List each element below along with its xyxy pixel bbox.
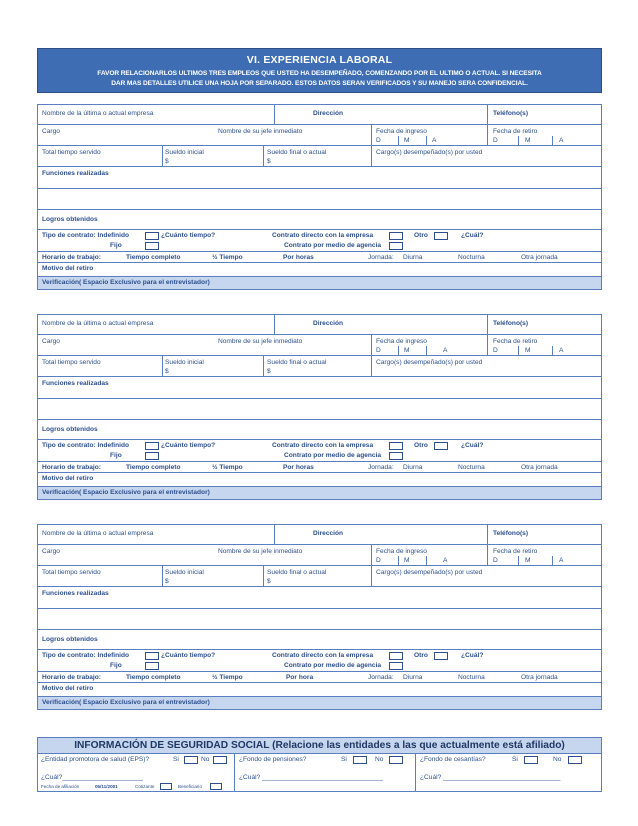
eps-no-label: No — [201, 756, 210, 763]
job-block-3 — [37, 524, 602, 710]
functions-label: Funciones realizadas — [42, 380, 109, 387]
company-row — [38, 105, 601, 125]
salary-row — [38, 146, 601, 167]
agency-contract-checkbox[interactable] — [389, 452, 403, 460]
contract-row — [38, 230, 601, 252]
indefinite-checkbox[interactable] — [145, 232, 159, 240]
start-year: A — [443, 557, 448, 564]
start-date-label: Fecha de ingreso — [376, 338, 427, 345]
leave-reason-label: Motivo del retiro — [42, 685, 94, 692]
which-label: ¿Cuál? — [461, 442, 484, 449]
contract-type-label: Tipo de contrato: Indefinido — [42, 442, 130, 449]
final-salary-currency: $ — [267, 578, 271, 585]
initial-salary-label: Sueldo inicial — [165, 359, 204, 366]
which-label: ¿Cuál? — [461, 232, 484, 239]
how-long-label: ¿Cuánto tiempo? — [161, 442, 216, 449]
position-label: Cargo — [42, 128, 60, 135]
schedule-row — [38, 672, 601, 683]
start-year: A — [432, 137, 437, 144]
leave-reason-row[interactable] — [38, 263, 601, 277]
severance-yes-checkbox[interactable] — [524, 756, 538, 764]
which-label: ¿Cuál? — [461, 652, 484, 659]
agency-contract-label: Contrato por medio de agencia — [284, 242, 382, 249]
schedule-label: Horario de trabajo: — [42, 674, 101, 681]
verification-label: Verificación( Espacio Exclusivo para el entrevistador) — [42, 699, 210, 706]
agency-contract-checkbox[interactable] — [389, 662, 403, 670]
contract-row — [38, 650, 601, 672]
start-day: D — [376, 557, 381, 564]
end-month: M — [525, 347, 531, 354]
other-shift-label: Otra jornada — [521, 254, 558, 261]
end-year: A — [559, 347, 564, 354]
start-day: D — [376, 137, 381, 144]
day-shift-label: Diurna — [403, 464, 423, 471]
functions-row[interactable] — [38, 377, 601, 420]
final-salary-currency: $ — [267, 368, 271, 375]
functions-row[interactable] — [38, 587, 601, 630]
half-time-label: ½ Tiempo — [212, 674, 243, 681]
contributor-checkbox[interactable] — [160, 783, 172, 790]
direct-contract-checkbox[interactable] — [389, 652, 403, 660]
start-year: A — [443, 347, 448, 354]
company-label: Nombre de la última o actual empresa — [42, 530, 154, 537]
pension-no-checkbox[interactable] — [389, 756, 403, 764]
leave-reason-row[interactable] — [38, 683, 601, 697]
initial-salary-currency: $ — [165, 578, 169, 585]
company-label: Nombre de la última o actual empresa — [42, 110, 154, 117]
position-row — [38, 125, 601, 146]
other-shift-label: Otra jornada — [521, 464, 558, 471]
verification-row — [38, 697, 601, 709]
address-label: Dirección — [313, 530, 344, 537]
direct-contract-label: Contrato directo con la empresa — [272, 652, 374, 659]
other-label: Otro — [414, 652, 428, 659]
fixed-label: Fijo — [110, 662, 122, 669]
end-date-label: Fecha de retiro — [493, 338, 538, 345]
by-hours-label: Por horas — [283, 464, 314, 471]
direct-contract-checkbox[interactable] — [389, 442, 403, 450]
half-time-label: ½ Tiempo — [212, 254, 243, 261]
achievements-row[interactable] — [38, 210, 601, 230]
salary-row — [38, 566, 601, 587]
functions-label: Funciones realizadas — [42, 590, 109, 597]
initial-salary-label: Sueldo inicial — [165, 149, 204, 156]
position-label: Cargo — [42, 338, 60, 345]
fixed-checkbox[interactable] — [145, 242, 159, 250]
verification-label: Verificación( Espacio Exclusivo para el entrevistador) — [42, 489, 210, 496]
indefinite-checkbox[interactable] — [145, 652, 159, 660]
instructions-line-2: DAR MAS DETALLES UTILICE UNA HOJA POR SEPARADO. ESTOS DATOS SERAN VERIFICADOS Y SU MANEJO SERA CONFIDENCIAL. — [111, 80, 528, 87]
positions-held-label: Cargo(s) desempeñado(s) por usted — [376, 569, 483, 576]
pension-which-field[interactable]: ¿Cuál? _________________________________ — [239, 774, 384, 781]
social-security-body — [38, 754, 601, 792]
start-date-label: Fecha de ingreso — [376, 128, 427, 135]
agency-contract-checkbox[interactable] — [389, 242, 403, 250]
other-checkbox[interactable] — [434, 232, 448, 240]
achievements-label: Logros obtenidos — [42, 426, 98, 433]
position-label: Cargo — [42, 548, 60, 555]
other-label: Otro — [414, 232, 428, 239]
end-day: D — [493, 347, 498, 354]
time-served-label: Total tiempo servido — [42, 149, 101, 156]
leave-reason-row[interactable] — [38, 473, 601, 487]
day-shift-label: Diurna — [403, 674, 423, 681]
pension-no-label: No — [375, 756, 384, 763]
social-security-title: INFORMACIÓN DE SEGURIDAD SOCIAL (Relacione las entidades a las que actualmente está afiliado) — [38, 738, 601, 754]
half-time-label: ½ Tiempo — [212, 464, 243, 471]
boss-label: Nombre de su jefe inmediato — [218, 128, 303, 135]
achievements-label: Logros obtenidos — [42, 636, 98, 643]
social-security-section — [37, 737, 602, 792]
full-time-label: Tiempo completo — [126, 464, 181, 471]
agency-contract-label: Contrato por medio de agencia — [284, 662, 382, 669]
contributor-label: Cotizante — [135, 784, 155, 789]
other-checkbox[interactable] — [434, 442, 448, 450]
schedule-row — [38, 462, 601, 473]
end-date-label: Fecha de retiro — [493, 548, 538, 555]
phone-label: Teléfono(s) — [493, 530, 529, 537]
end-year: A — [559, 557, 564, 564]
initial-salary-currency: $ — [165, 368, 169, 375]
final-salary-label: Sueldo final o actual — [267, 569, 327, 576]
start-month: M — [404, 347, 410, 354]
company-row — [38, 525, 601, 545]
by-hours-label: Por hora — [286, 674, 314, 681]
end-day: D — [493, 137, 498, 144]
initial-salary-label: Sueldo inicial — [165, 569, 204, 576]
fixed-checkbox[interactable] — [145, 662, 159, 670]
positions-held-label: Cargo(s) desempeñado(s) por usted — [376, 359, 483, 366]
how-long-label: ¿Cuánto tiempo? — [161, 232, 216, 239]
shift-label: Jornada: — [368, 674, 394, 681]
eps-which-field[interactable]: ¿Cuál?______________________ — [41, 774, 143, 781]
start-month: M — [404, 137, 410, 144]
severance-label: ¿Fondo de cesantías? — [420, 756, 486, 763]
boss-label: Nombre de su jefe inmediato — [218, 338, 303, 345]
eps-yes-checkbox[interactable] — [184, 756, 198, 764]
pension-yes-checkbox[interactable] — [353, 756, 367, 764]
indefinite-checkbox[interactable] — [145, 442, 159, 450]
functions-label: Funciones realizadas — [42, 170, 109, 177]
end-year: A — [559, 137, 564, 144]
fixed-checkbox[interactable] — [145, 452, 159, 460]
end-month: M — [525, 557, 531, 564]
night-shift-label: Nocturna — [458, 254, 485, 261]
schedule-label: Horario de trabajo: — [42, 464, 101, 471]
leave-reason-label: Motivo del retiro — [42, 265, 94, 272]
other-label: Otro — [414, 442, 428, 449]
beneficiary-label: Beneficiario — [178, 784, 203, 789]
company-row — [38, 315, 601, 335]
end-day: D — [493, 557, 498, 564]
shift-label: Jornada: — [368, 464, 394, 471]
start-month: M — [404, 557, 410, 564]
contract-type-label: Tipo de contrato: Indefinido — [42, 652, 130, 659]
agency-contract-label: Contrato por medio de agencia — [284, 452, 382, 459]
end-date-label: Fecha de retiro — [493, 128, 538, 135]
initial-salary-currency: $ — [165, 158, 169, 165]
leave-reason-label: Motivo del retiro — [42, 475, 94, 482]
contract-type-label: Tipo de contrato: Indefinido — [42, 232, 130, 239]
night-shift-label: Nocturna — [458, 464, 485, 471]
severance-yes-label: Si — [512, 756, 518, 763]
verification-row — [38, 487, 601, 499]
verification-row — [38, 277, 601, 289]
by-hours-label: Por horas — [283, 254, 314, 261]
affiliation-date-value: 05/11/2001 — [95, 784, 118, 789]
achievements-row[interactable] — [38, 420, 601, 440]
direct-contract-label: Contrato directo con la empresa — [272, 232, 374, 239]
schedule-label: Horario de trabajo: — [42, 254, 101, 261]
salary-row — [38, 356, 601, 377]
full-time-label: Tiempo completo — [126, 674, 181, 681]
fixed-label: Fijo — [110, 242, 122, 249]
final-salary-label: Sueldo final o actual — [267, 149, 327, 156]
severance-no-label: No — [553, 756, 562, 763]
achievements-row[interactable] — [38, 630, 601, 650]
end-month: M — [525, 137, 531, 144]
section-header — [37, 48, 602, 93]
schedule-row — [38, 252, 601, 263]
phone-label: Teléfono(s) — [493, 320, 529, 327]
other-checkbox[interactable] — [434, 652, 448, 660]
eps-no-checkbox[interactable] — [213, 756, 227, 764]
full-time-label: Tiempo completo — [126, 254, 181, 261]
positions-held-label: Cargo(s) desempeñado(s) por usted — [376, 149, 483, 156]
start-day: D — [376, 347, 381, 354]
company-label: Nombre de la última o actual empresa — [42, 320, 154, 327]
eps-label: ¿Entidad promotora de salud (EPS)? — [41, 756, 150, 763]
pension-yes-label: Si — [341, 756, 347, 763]
beneficiary-checkbox[interactable] — [210, 783, 222, 790]
severance-which-field[interactable]: ¿Cuál? ________________________________ — [420, 774, 561, 781]
phone-label: Teléfono(s) — [493, 110, 529, 117]
pension-label: ¿Fondo de pensiones? — [239, 756, 307, 763]
functions-row[interactable] — [38, 167, 601, 210]
job-block-2 — [37, 314, 602, 500]
other-shift-label: Otra jornada — [521, 674, 558, 681]
night-shift-label: Nocturna — [458, 674, 485, 681]
eps-yes-label: Si — [173, 756, 179, 763]
address-label: Dirección — [313, 110, 344, 117]
boss-label: Nombre de su jefe inmediato — [218, 548, 303, 555]
final-salary-currency: $ — [267, 158, 271, 165]
day-shift-label: Diurna — [403, 254, 423, 261]
shift-label: Jornada: — [368, 254, 394, 261]
direct-contract-label: Contrato directo con la empresa — [272, 442, 374, 449]
start-date-label: Fecha de ingreso — [376, 548, 427, 555]
section-instructions — [38, 69, 601, 89]
job-block-1 — [37, 104, 602, 290]
direct-contract-checkbox[interactable] — [389, 232, 403, 240]
position-row — [38, 335, 601, 356]
verification-label: Verificación( Espacio Exclusivo para el entrevistador) — [42, 279, 210, 286]
time-served-label: Total tiempo servido — [42, 569, 101, 576]
final-salary-label: Sueldo final o actual — [267, 359, 327, 366]
fixed-label: Fijo — [110, 452, 122, 459]
contract-row — [38, 440, 601, 462]
how-long-label: ¿Cuánto tiempo? — [161, 652, 216, 659]
position-row — [38, 545, 601, 566]
address-label: Dirección — [313, 320, 344, 327]
achievements-label: Logros obtenidos — [42, 216, 98, 223]
affiliation-date-label: Fecha de afiliación — [41, 784, 80, 789]
instructions-line-1: FAVOR RELACIONARLOS ULTIMOS TRES EMPLEOS QUE USTED HA DESEMPEÑADO, COMENZANDO POR EL ULTIMO O ACTUAL. SI NECESITA — [97, 70, 542, 77]
section-title: VI. EXPERIENCIA LABORAL — [246, 54, 393, 66]
severance-no-checkbox[interactable] — [568, 756, 582, 764]
time-served-label: Total tiempo servido — [42, 359, 101, 366]
